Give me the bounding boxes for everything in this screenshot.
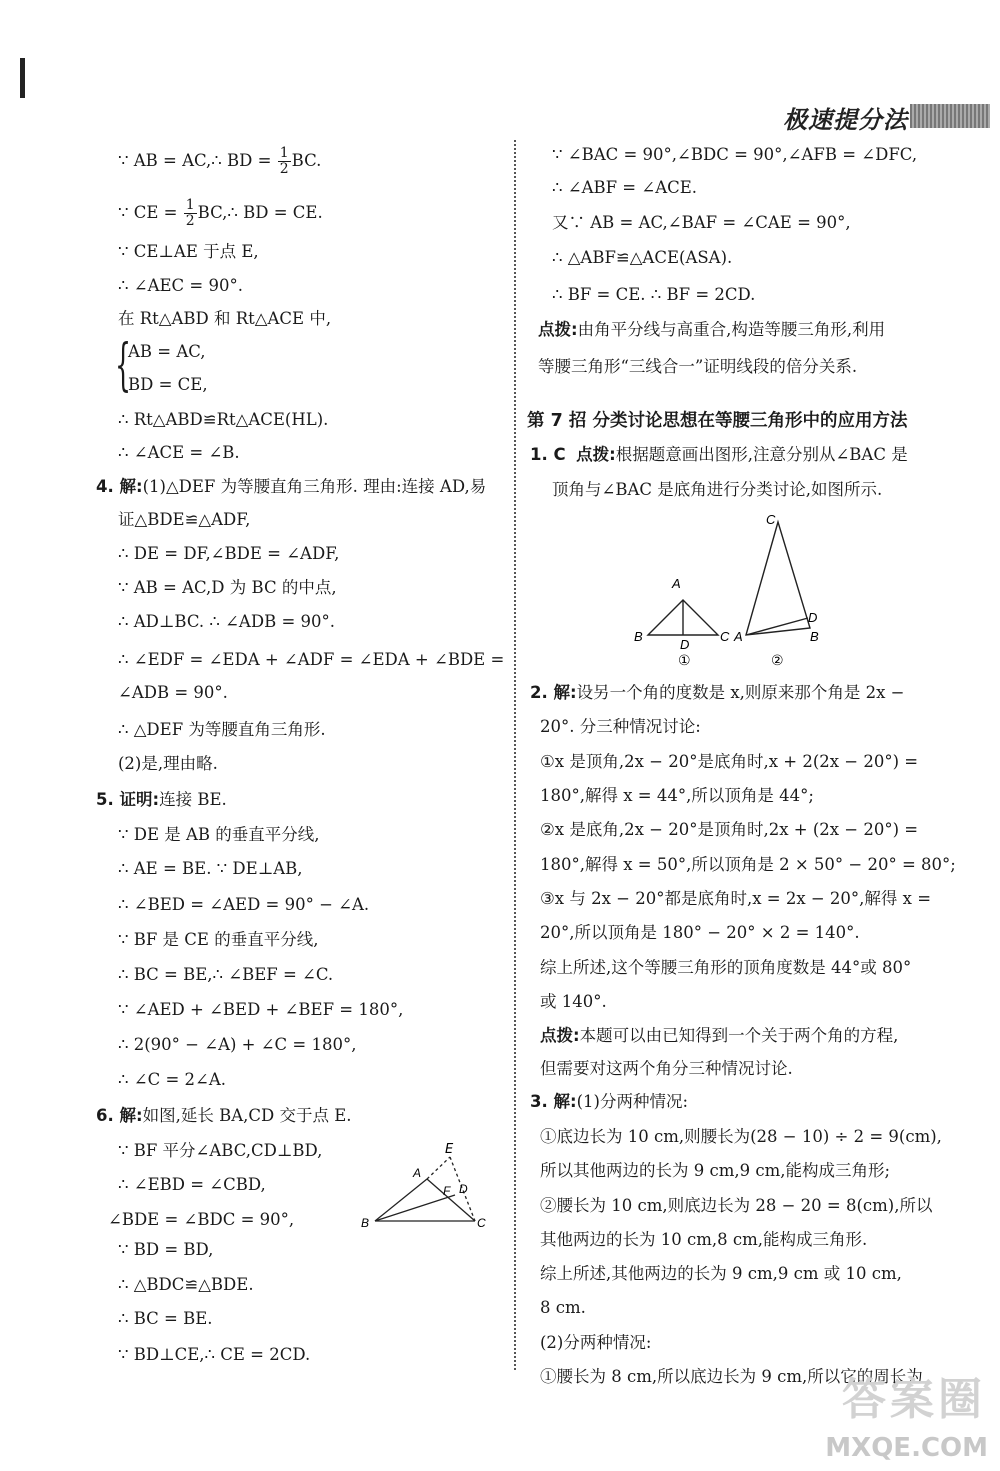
text-line: ②x 是底角,2x − 20°是顶角时,2x + (2x − 20°) =: [540, 820, 919, 839]
fraction-denominator: 2: [185, 213, 195, 229]
text-line: 180°,解得 x = 50°,所以顶角是 2 × 50° − 20° = 80°;: [540, 855, 956, 874]
fig2-label-A: A: [734, 629, 743, 644]
text-fragment: BC.: [291, 151, 322, 170]
text-line: ∴ AE = BE. ∵ DE⊥AB,: [118, 859, 303, 878]
fig2-label-D: D: [808, 610, 818, 625]
fig2-label-C: C: [766, 512, 776, 527]
text-line: ∠BDE = ∠BDC = 90°,: [108, 1210, 295, 1229]
fig1-label-D: D: [680, 637, 690, 652]
text-line: 或 140°.: [540, 992, 607, 1011]
problem-6-figure: [355, 1135, 495, 1235]
fraction-numerator: 1: [185, 197, 195, 213]
text-line: ∵ ∠BAC = 90°,∠BDC = 90°,∠AFB = ∠DFC,: [552, 145, 918, 164]
problem-number: 6. 解:: [96, 1106, 143, 1125]
text-line: ∵ BF 是 CE 的垂直平分线,: [118, 930, 319, 949]
problem-number: 4. 解:: [96, 477, 143, 496]
text-line: (2)分两种情况:: [540, 1333, 652, 1352]
text-line: ∴ ∠C = 2∠A.: [118, 1070, 226, 1089]
text-fragment: 设另一个角的度数是 x,则原来那个角是 2x −: [576, 683, 905, 702]
brand-title: 极速提分法: [783, 106, 908, 134]
text-fragment: 根据题意画出图形,注意分别从∠BAC 是: [615, 445, 908, 464]
label-F: F: [443, 1184, 451, 1198]
text-line: ∵ DE 是 AB 的垂直平分线,: [118, 825, 320, 844]
text-line: ①x 是顶角,2x − 20°是底角时,x + 2(2x − 20°) =: [540, 752, 919, 771]
text-line: ∵ BD = BD,: [118, 1240, 214, 1259]
problem-5-line: [96, 788, 227, 812]
tip-line: [538, 318, 885, 342]
text-line: ∴ ∠EBD = ∠CBD,: [118, 1175, 266, 1194]
text-line: ∴ △DEF 为等腰直角三角形.: [118, 720, 326, 739]
text-line: ①底边长为 10 cm,则腰长为(28 − 10) ÷ 2 = 9(cm),: [540, 1127, 942, 1146]
watermark-url: MXQE.COM: [825, 1433, 988, 1463]
fig1-label-C: C: [720, 629, 730, 644]
text-line: 证△BDE≌△ADF,: [118, 510, 251, 529]
text-line: ∴ △ABF≌△ACE(ASA).: [552, 248, 733, 267]
problem-4-line: [96, 475, 486, 499]
tip-label: 点拨:: [538, 320, 578, 339]
fraction-numerator: 1: [279, 145, 289, 161]
text-line: ①腰长为 8 cm,所以底边长为 9 cm,所以它的周长为: [540, 1367, 923, 1386]
text-line: 其他两边的长为 10 cm,8 cm,能构成三角形.: [540, 1230, 868, 1249]
brand-bar: [910, 104, 990, 128]
text-line: BD = CE,: [128, 375, 208, 394]
label-B: B: [361, 1216, 370, 1230]
text-line: ③x 与 2x − 20°都是底角时,x = 2x − 20°,解得 x =: [540, 889, 932, 908]
text-line: ∵ CE⊥AE 于点 E,: [118, 242, 259, 261]
text-fragment: (1)△DEF 为等腰直角三角形. 理由:连接 AD,易: [142, 477, 487, 496]
text-line: ∴ ∠AEC = 90°.: [118, 276, 243, 295]
watermark-logo: 答案圈: [842, 1374, 986, 1425]
text-line: 综上所述,这个等腰三角形的顶角度数是 44°或 80°: [540, 958, 912, 977]
text-line: 180°,解得 x = 44°,所以顶角是 44°;: [540, 786, 814, 805]
text-fragment: 如图,延长 BA,CD 交于点 E.: [142, 1106, 352, 1125]
label-D: D: [459, 1182, 468, 1196]
text-line: ∵ AB = AC,D 为 BC 的中点,: [118, 578, 337, 597]
problem-number: 5. 证明:: [96, 790, 160, 809]
text-fragment: ∵ CE =: [118, 203, 183, 222]
text-fragment: 连接 BE.: [159, 790, 227, 809]
text-line: ∴ △BDC≌△BDE.: [118, 1275, 254, 1294]
text-line: 但需要对这两个角分三种情况讨论.: [540, 1059, 793, 1078]
tip-line: [540, 1024, 898, 1048]
text-line: ∴ BC = BE.: [118, 1309, 213, 1328]
text-line: ∴ Rt△ABD≌Rt△ACE(HL).: [118, 410, 329, 429]
text-line: ∴ ∠BED = ∠AED = 90° − ∠A.: [118, 895, 370, 914]
fraction-denominator: 2: [279, 161, 289, 177]
text-line: ∠ADB = 90°.: [118, 683, 228, 702]
text-line: 在 Rt△ABD 和 Rt△ACE 中,: [118, 309, 332, 328]
tip-label: 点拨:: [540, 1026, 580, 1045]
text-fragment: (1)分两种情况:: [576, 1092, 689, 1111]
question-1-line: [530, 443, 908, 467]
text-line: ∴ BF = CE. ∴ BF = 2CD.: [552, 285, 756, 304]
brace-symbol: {: [115, 333, 132, 398]
text-line: ∴ ∠EDF = ∠EDA + ∠ADF = ∠EDA + ∠BDE =: [118, 650, 505, 669]
section-heading: 第 7 招 分类讨论思想在等腰三角形中的应用方法: [527, 411, 908, 431]
text-line: 等腰三角形“三线合一”证明线段的倍分关系.: [538, 357, 858, 376]
tip-label: 点拨:: [576, 445, 616, 464]
text-line: 顶角与∠BAC 是底角进行分类讨论,如图所示.: [552, 480, 883, 499]
text-line: 20°,所以顶角是 180° − 20° × 2 = 140°.: [540, 923, 860, 942]
text-line: [118, 198, 323, 229]
text-line: 综上所述,其他两边的长为 9 cm,9 cm 或 10 cm,: [540, 1264, 902, 1283]
text-fragment: 由角平分线与高重合,构造等腰三角形,利用: [577, 320, 886, 339]
fig1-label-B: B: [634, 629, 643, 644]
label-E: E: [445, 1142, 454, 1157]
question-3-line: [530, 1090, 688, 1114]
question-1-figures: [628, 510, 838, 670]
fraction: [278, 146, 291, 177]
text-line: ∴ ∠ABF = ∠ACE.: [552, 178, 698, 197]
text-line: ∴ AD⊥BC. ∴ ∠ADB = 90°.: [118, 612, 336, 631]
fig2-number: ②: [771, 653, 784, 669]
text-line: AB = AC,: [128, 342, 206, 361]
text-line: (2)是,理由略.: [118, 754, 218, 773]
text-line: [118, 146, 321, 177]
fraction: [184, 198, 197, 229]
problem-6-line: [96, 1104, 352, 1128]
fig1-label-A: A: [672, 576, 681, 591]
question-2-line: [530, 681, 905, 705]
fig2-label-B: B: [810, 629, 819, 644]
margin-mark: [20, 58, 25, 98]
text-line: 20°. 分三种情况讨论:: [540, 717, 701, 736]
text-line: ∴ DE = DF,∠BDE = ∠ADF,: [118, 544, 340, 563]
column-divider: [514, 140, 516, 1370]
text-line: 8 cm.: [540, 1298, 586, 1317]
fig1-number: ①: [678, 653, 691, 669]
text-line: ∴ ∠ACE = ∠B.: [118, 443, 240, 462]
text-line: ∴ BC = BE,∴ ∠BEF = ∠C.: [118, 965, 334, 984]
text-fragment: 本题可以由已知得到一个关于两个角的方程,: [579, 1026, 899, 1045]
text-line: ∵ BD⊥CE,∴ CE = 2CD.: [118, 1345, 311, 1364]
problem-number: 3. 解:: [530, 1092, 577, 1111]
label-A: A: [413, 1166, 422, 1180]
text-line: 又∵ AB = AC,∠BAF = ∠CAE = 90°,: [552, 213, 851, 232]
text-fragment: BC,∴ BD = CE.: [197, 203, 323, 222]
text-line: ②腰长为 10 cm,则底边长为 28 − 20 = 8(cm),所以: [540, 1196, 933, 1215]
text-line: 所以其他两边的长为 9 cm,9 cm,能构成三角形;: [540, 1161, 891, 1180]
text-line: ∵ ∠AED + ∠BED + ∠BEF = 180°,: [118, 1000, 404, 1019]
problem-number: 2. 解:: [530, 683, 577, 702]
text-line: ∵ BF 平分∠ABC,CD⊥BD,: [118, 1141, 323, 1160]
label-C: C: [477, 1216, 486, 1230]
problem-number: 1. C: [530, 445, 566, 464]
text-fragment: ∵ AB = AC,∴ BD =: [118, 151, 277, 170]
text-line: ∴ 2(90° − ∠A) + ∠C = 180°,: [118, 1035, 357, 1054]
